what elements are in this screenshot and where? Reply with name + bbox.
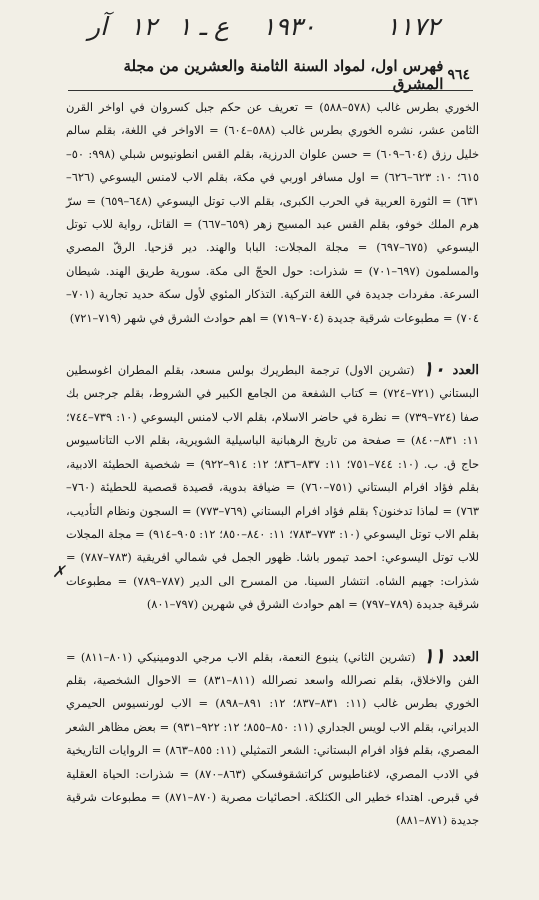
handwritten-annotation [0, 2, 539, 56]
issue-label: العدد [452, 363, 479, 379]
issue-label: العدد [452, 649, 480, 665]
running-header [70, 58, 470, 92]
page-title: فهرس اول، لمواد السنة الثامنة والعشرين من مجلة المشرق [123, 57, 444, 93]
handwritten-mark: ـ ١ [178, 12, 207, 41]
issue-10-text: (تشرين الاول) ترجمة البطريرك بولس مسعد، بقلم المطران اغوسطين البستاني (٧٢١–٧٢٤) = كتاب الشفعة من الجامع الكبير في الشروط، بقلم جرجس بك صفا (٧٢٤–٧٣٩) = نظرة في حاضر الاسلام، بقلم الاب لامنس اليسوعي (١٠: ٧٣٩–٧٤٤؛ ١١: ٨٣١–٨٤٠) = صفحة من تاريخ الرهبانية الباسيلية الشويرية، بقلم الاب التاناسيوس حاج ق. ب. (١٠: ٧٤٤–٧٥١؛ ١١: ٨٣٧–٨٣٦؛ ١٢: ٩١٤–٩٢٢) = شخصية الحطيئة الادبية، بقلم فؤاد افرام البستاني (٧٥١–٧٦٠) = ضيافة بدوية، قصيدة قصصية للحطيئة (٧٦٠–٧٦٣) = لماذا تدخنون؟ بقلم فؤاد افرام البستاني (٧٦٩–٧٧٣) = السجون ونظام التأديب، بقلم الاب توتل اليسوعي (١٠: ٧٧٣–٧٨٣؛ ١١: ٨٤٠–٨٥٠؛ ١٢: ٩٠٥–٩١٤) = مجلة المجلات للاب توتل اليسوعي: احمد تيمور باشا. ظهور الجمل في شمالي افريقية (٧٨٣–٧٨٧) = شذرات: جهيم الشاه. انتشار السينا. من المسرح الى الدير (٧٨٧–٧٨٩) = مطبوعات شرقية جديدة (٧٨٩–٧٩٧) = اهم حوادث الشرق في شهرين (٧٩٧–٨٠١) [66, 363, 480, 612]
intro-paragraph: الخوري بطرس غالب (٥٧٨–٥٨٨) = تعريف عن حكم جبل كسروان في اواخر القرن الثامن عشر، نشره الخوري بطرس غالب (٥٨٨–٦٠٤) = الاواخر في اللغة، بقلم سالم خليل رزق (٦٠٤–٦٠٩) = حسن علوان الدرزية، بقلم القس انطونيوس شبلي (٩٩٨: ٥٠–٦١٥؛ ١٠: ٦٢٣–٦٢٦) = اول مسافر اوربي في مكة، بقلم الاب لامنس اليسوعي (٦٢٦–٦٣١) = الثورة العربية في الحرب الكبرى، بقلم الاب توتل اليسوعي (٦٤٨–٦٥٩) = سرّ هرم الملك خوفو، بقلم القس عبد المسيح زهر (٦٥٩–٦٦٧) = القاتل، رواية للاب توتل اليسوعي (٦٧٥–٦٩٧) = مجلة المجلات: البابا والهند. دير قزحيا. الرقّ المصري والمسلمون (٦٩٧–٧٠١) = شذرات: حول الحجّ الى مكة. سورية طريق الهند. شيطان السرعة. مفردات جديدة في اللغة التركية. التذكار المئوي لأول سكة حديد تجارية (٧٠١–٧٠٤) = مطبوعات شرقية جديدة (٧٠٤–٧١٩) = اهم حوادث الشرق في شهر (٧١٩–٧٢١) [66, 100, 480, 325]
issue-11-text: (تشرين الثاني) ينبوع النعمة، بقلم الاب مرجي الدومينيكي (٨٠١–٨١١) = الفن والاخلاق، بقلم نصرالله واسعد نصرالله (٨١١–٨٣١) = الاحوال الشخصية، بقلم الخوري بطرس غالب (١١: ٨٣١–٨٣٧؛ ١٢: ٨٩١–٨٩٨) = الاب لورنسيوس الحيمري الديراني، بقلم الاب لويس الجداري (١١: ٨٥٠–٨٥٥؛ ١٢: ٩٢٢–٩٣١) = بعض مظاهر الشعر المصري، بقلم فؤاد افرام البستاني: الشعر التمثيلي (١١: ٨٥٥–٨٦٣) = الروايات التاريخية في الادب المصري، لاغناطيوس كراتشقوفسكي (٨٦٣–٨٧٠) = شذرات: الحياة العقلية في قبرص. اهتداء خطير الى الكثلكة. احصائيات مصرية (٨٧٠–٨٧١) = مطبوعات شرقية جديدة (٨٧١–٨٨١) [66, 649, 480, 828]
issue-number: ١٠ [422, 356, 445, 382]
issue-number: ١١ [422, 642, 446, 668]
handwritten-mark: ١١٧٢ [386, 12, 440, 41]
issue-10-paragraph [66, 357, 479, 616]
margin-x-mark: ✗ [52, 562, 66, 581]
issue-11-paragraph [66, 644, 479, 833]
page-number: ٩٦٤ [447, 67, 470, 83]
handwritten-mark: آر [88, 12, 108, 41]
handwritten-mark: ١٩٣٠ [262, 12, 316, 41]
index-body [66, 96, 479, 896]
header-rule [68, 90, 473, 91]
handwritten-mark: ع [214, 12, 229, 41]
handwritten-mark: ١٢ [130, 12, 157, 41]
